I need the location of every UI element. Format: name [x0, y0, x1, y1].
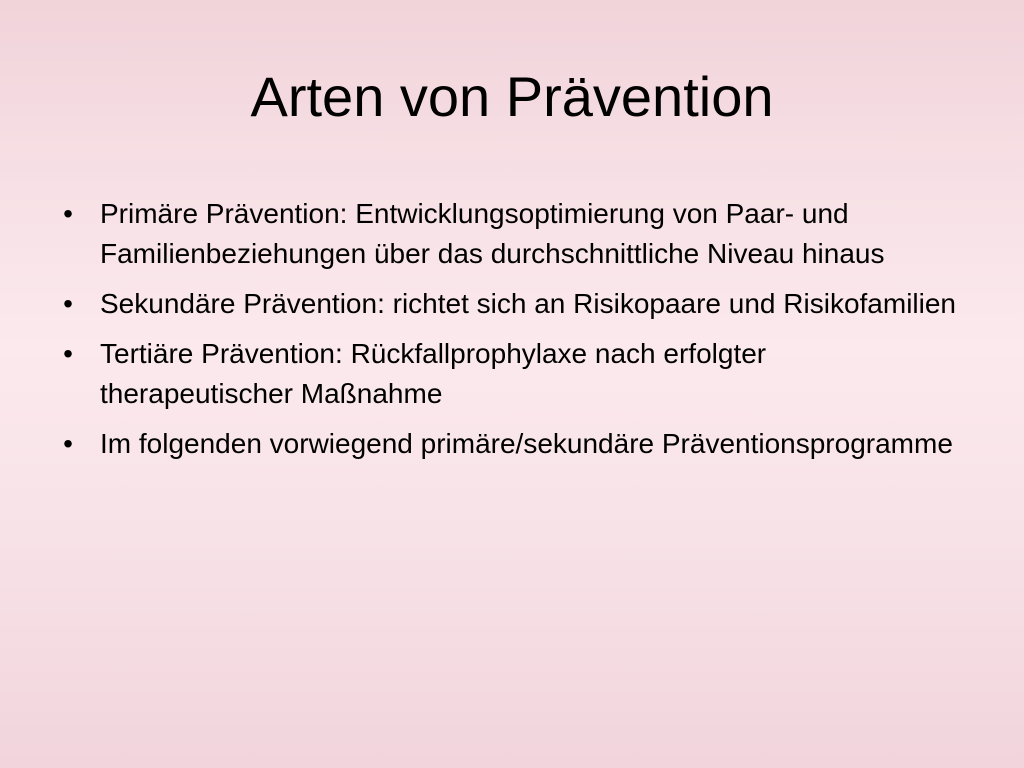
bullet-icon: •	[63, 338, 73, 369]
bullet-list	[58, 194, 958, 474]
bullet-text: Primäre Prävention: Entwicklungsoptimierung von Paar- und Familienbeziehungen über das durchschnittliche Niveau hinaus	[100, 198, 885, 269]
slide-title: Arten von Prävention	[250, 65, 774, 128]
bullet-text: Tertiäre Prävention: Rückfallprophylaxe nach erfolgter therapeutischer Maßnahme	[100, 338, 767, 409]
bullet-text: Im folgenden vorwiegend primäre/sekundäre Präventionsprogramme	[100, 428, 953, 459]
bullet-item-programs	[58, 424, 958, 464]
bullet-text: Sekundäre Prävention: richtet sich an Risikopaare und Risikofamilien	[100, 288, 956, 319]
bullet-item-secondary-prevention	[58, 284, 958, 324]
bullet-icon: •	[63, 428, 73, 459]
bullet-icon: •	[63, 198, 73, 229]
bullet-icon: •	[63, 288, 73, 319]
bullet-item-primary-prevention	[58, 194, 958, 274]
bullet-item-tertiary-prevention	[58, 334, 958, 414]
